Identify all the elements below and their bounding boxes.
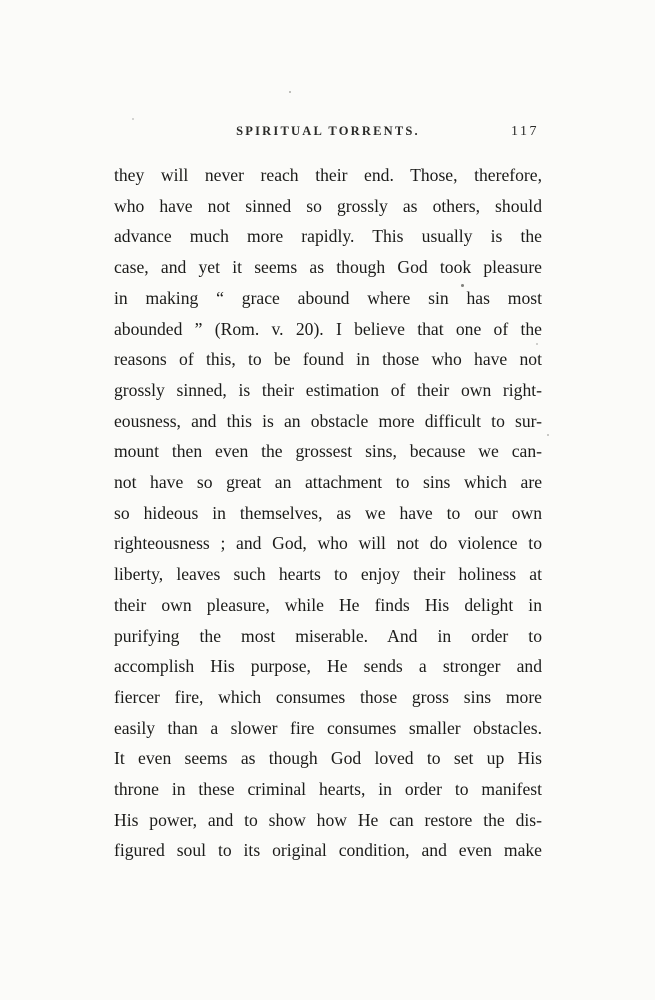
scan-speck <box>461 284 464 287</box>
text-line: grossly sinned, is their estimation of their own right- <box>114 379 542 400</box>
text-line: advance much more rapidly. This usually is the <box>114 226 542 247</box>
text-line: throne in these criminal hearts, in order to manifest <box>114 779 542 800</box>
page-number: 117 <box>511 124 539 139</box>
scan-speck <box>289 91 291 93</box>
text-line: reasons of this, to be found in those who have not <box>114 349 542 370</box>
text-line: liberty, leaves such hearts to enjoy their holiness at <box>114 564 542 585</box>
text-line: His power, and to show how He can restore the dis- <box>114 809 542 830</box>
text-line: their own pleasure, while He finds His delight in <box>114 594 542 615</box>
text-line: figured soul to its original condition, and even make <box>114 840 542 861</box>
scan-speck <box>536 343 538 345</box>
text-line: in making “ grace abound where sin has most <box>114 287 542 308</box>
text-line: purifying the most miserable. And in order to <box>114 625 542 646</box>
text-line: so hideous in themselves, as we have to our own <box>114 502 542 523</box>
text-line: easily than a slower fire consumes smaller obstacles. <box>114 717 542 738</box>
text-line: not have so great an attachment to sins which are <box>114 472 542 493</box>
text-line: fiercer fire, which consumes those gross sins more <box>114 686 542 707</box>
text-line: mount then even the grossest sins, because we can- <box>114 441 542 462</box>
text-line: eousness, and this is an obstacle more difficult to sur- <box>114 410 542 431</box>
page-body <box>114 160 542 866</box>
scan-speck <box>547 434 549 436</box>
text-line: who have not sinned so grossly as others, should <box>114 195 542 216</box>
text-line: righteousness ; and God, who will not do violence to <box>114 533 542 554</box>
running-title: SPIRITUAL TORRENTS. <box>236 124 420 138</box>
text-line: case, and yet it seems as though God took pleasure <box>114 257 542 278</box>
scan-speck <box>132 118 134 120</box>
text-line: It even seems as though God loved to set up His <box>114 748 542 769</box>
text-line: accomplish His purpose, He sends a stronger and <box>114 656 542 677</box>
page-header <box>115 124 541 142</box>
text-line: they will never reach their end. Those, therefore, <box>114 165 542 185</box>
text-line: abounded ” (Rom. v. 20). I believe that one of the <box>114 318 542 339</box>
